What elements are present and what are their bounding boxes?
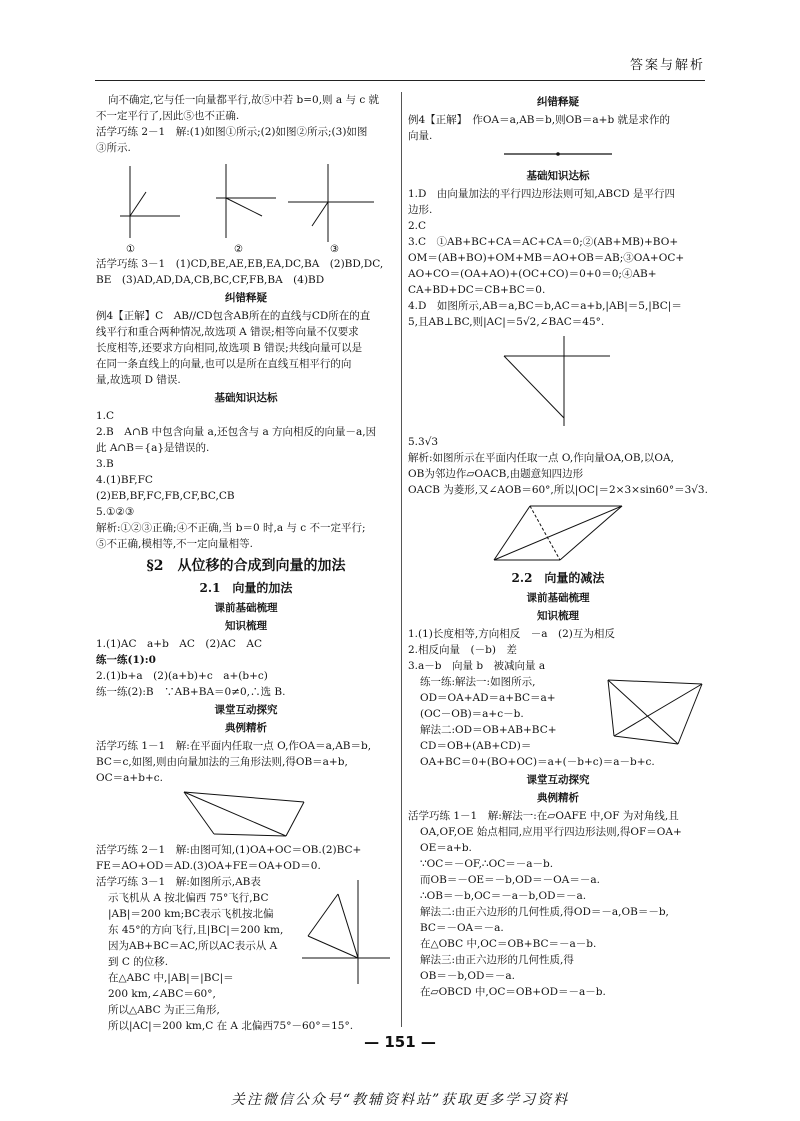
text-line: BE (3)AD,AD,DA,CB,BC,CF,FB,BA (4)BD <box>96 274 325 286</box>
text-line: 所以△ABC 为正三角形, <box>108 1004 220 1016</box>
section-heading: 基础知识达标 <box>526 170 590 182</box>
text-line: |AB|＝200 km;BC表示飞机按北偏 <box>108 908 274 920</box>
figure-label: ② <box>234 244 243 254</box>
text-line: ⑤不正确,模相等,不一定向量相等. <box>96 538 254 550</box>
quadrilateral-figure <box>604 674 708 750</box>
text-line: 3.B <box>96 458 114 470</box>
vector-sum-figure <box>176 788 316 840</box>
text-line: 边形. <box>408 204 433 216</box>
text-line: 2.C <box>408 220 427 232</box>
text-line: 练一练(1):0 <box>96 654 156 666</box>
section-heading: 知识梳理 <box>225 620 267 632</box>
text-line: 3.a－b 向量 b 被减向量 a <box>408 660 546 672</box>
text-line: 活学巧练 1－1 解:解法一:在▱OAFE 中,OF 为对角线,且 <box>408 810 679 822</box>
text-line: OACB 为菱形,又∠AOB＝60°,所以|OC|＝2×3×sin60°＝3√3. <box>408 484 708 496</box>
text-line: 活学巧练 2－1 解:由图可知,(1)OA+OC＝OB.(2)BC+ <box>96 844 362 856</box>
text-line: 所以|AC|＝200 km,C 在 A 北偏西75°－60°＝15°. <box>108 1020 354 1032</box>
text-line: 量,故选项 D 错误. <box>96 374 181 386</box>
text-line: 例4【正解】 作OA＝a,AB＝b,则OB＝a+b 就是求作的 <box>408 114 671 126</box>
figure-label: ① <box>126 244 135 254</box>
text-line: 向量. <box>408 130 433 142</box>
header-title: 答案与解析 <box>629 58 705 73</box>
section-heading: 纠错释疑 <box>537 96 579 108</box>
right-angle-vector-figure <box>498 332 618 432</box>
text-line: 2.B A∩B 中包含向量 a,还包含与 a 方向相反的向量－a,因 <box>96 426 377 438</box>
text-line: BC＝－OA＝－a. <box>420 922 504 934</box>
section-heading: 课堂互动探究 <box>526 774 590 786</box>
text-line: 2.相反向量 (－b) 差 <box>408 644 517 656</box>
page-header <box>95 56 705 81</box>
text-line: 而OB＝－OE＝－b,OD＝－OA＝－a. <box>420 874 600 886</box>
text-line: 解法三:由正六边形的几何性质,得 <box>420 954 574 966</box>
text-line: 练一练:解法一:如图所示, <box>420 676 536 688</box>
text-line: FE＝AO+OD＝AD.(3)OA+FE＝OA+OD＝0. <box>96 860 321 872</box>
subsection-title: 2.1 向量的加法 <box>199 581 293 595</box>
text-line: 例4【正解】C AB//CD包含AB所在的直线与CD所在的直 <box>96 310 371 322</box>
text-line: 解法二:OD＝OB+AB+BC+ <box>420 724 557 736</box>
text-line: OB＝－b,OD＝－a. <box>420 970 516 982</box>
text-line: 在▱OBCD 中,OC＝OB+OD＝－a－b. <box>420 986 606 998</box>
text-line: 5.①②③ <box>96 506 135 518</box>
text-line: 线平行和重合两种情况,故选项 A 错误;相等向量不仅要求 <box>96 326 359 338</box>
text-line: 2.(1)b+a (2)(a+b)+c a+(b+c) <box>96 670 268 682</box>
text-line: 在△ABC 中,|AB|＝|BC|＝ <box>108 972 234 984</box>
text-line: BC＝c,如图,则由向量加法的三角形法则,得OB＝a+b, <box>96 756 348 768</box>
text-line: 3.C ①AB+BC+CA＝AC+CA＝0;②(AB+MB)+BO+ <box>408 236 679 248</box>
text-line: 在△OBC 中,OC＝OB+BC＝－a－b. <box>420 938 597 950</box>
text-line: OB为邻边作▱OACB,由题意知四边形 <box>408 468 584 480</box>
text-line: 活学巧练 3－1 (1)CD,BE,AE,EB,EA,DC,BA (2)BD,DC, <box>96 258 384 270</box>
section-heading: 纠错释疑 <box>225 292 267 304</box>
text-line: 4.D 如图所示,AB＝a,BC＝b,AC＝a+b,|AB|＝5,|BC|＝ <box>408 300 682 312</box>
text-line: 5,且AB⊥BC,则|AC|＝5√2,∠BAC＝45°. <box>408 316 605 328</box>
text-line: OM＝(AB+BO)+OM+MB＝AO+OB＝AB;③OA+OC+ <box>408 252 685 264</box>
text-line: 向不确定,它与任一向量都平行,故⑤中若 b=0,则 a 与 c 就 <box>108 94 380 106</box>
text-line: OE＝a+b. <box>420 842 472 854</box>
flight-figure <box>292 874 396 994</box>
text-line: 4.(1)BF,FC <box>96 474 153 486</box>
text-line: (2)EB,BF,FC,FB,CF,BC,CB <box>96 490 235 502</box>
text-line: ∴OB＝－b,OC＝－a－b,OD＝－a. <box>420 890 587 902</box>
text-line: ③所示. <box>96 142 131 154</box>
text-line: 1.D 由向量加法的平行四边形法则可知,ABCD 是平行四 <box>408 188 676 200</box>
text-line: 在同一条直线上的向量,也可以是所在直线互相平行的向 <box>96 358 352 370</box>
text-line: CA+BD+DC＝CB+BC＝0. <box>408 284 546 296</box>
page-number: — 151 — <box>364 1033 436 1051</box>
text-line: OA,OF,OE 始点相同,应用平行四边形法则,得OF＝OA+ <box>420 826 682 838</box>
subsection-title: 2.2 向量的减法 <box>511 571 605 585</box>
chapter-title: §2 从位移的合成到向量的加法 <box>146 558 346 574</box>
column-divider <box>401 92 402 1027</box>
text-line: 因为AB+BC＝AC,所以AC表示从 A <box>108 940 278 952</box>
text-line: 5.3√3 <box>408 436 439 448</box>
text-line: 1.C <box>96 410 115 422</box>
text-line: 解析:如图所示在平面内任取一点 O,作向量OA,OB,以OA, <box>408 452 674 464</box>
text-line: CD＝OB+(AB+CD)＝ <box>420 740 532 752</box>
right-column <box>408 92 708 1000</box>
text-line: 解析:①②③正确;④不正确,当 b＝0 时,a 与 c 不一定平行; <box>96 522 366 534</box>
text-line: 到 C 的位移. <box>108 956 169 968</box>
coordinate-figures <box>116 158 376 254</box>
text-line: (OC－OB)＝a+c－b. <box>420 708 524 720</box>
text-line: 200 km,∠ABC＝60°, <box>108 988 216 1000</box>
figure-label: ③ <box>330 244 339 254</box>
text-line: 长度相等,还要求方向相同,故选项 B 错误;共线向量可以是 <box>96 342 363 354</box>
text-line: 不一定平行了,因此⑤也不正确. <box>96 110 240 122</box>
section-heading: 课堂互动探究 <box>214 704 278 716</box>
text-line: OC＝a+b+c. <box>96 772 163 784</box>
text-line: 东 45°的方向飞行,且|BC|＝200 km, <box>108 924 284 936</box>
text-line: 1.(1)长度相等,方向相反 －a (2)互为相反 <box>408 628 615 640</box>
section-heading: 课前基础梳理 <box>526 592 590 604</box>
text-line: 示飞机从 A 按北偏西 75°飞行,BC <box>108 892 269 904</box>
page-number-value: 151 <box>384 1033 416 1051</box>
text-line: ∵OC＝－OF,∴OC＝－a－b. <box>420 858 554 870</box>
text-line: 活学巧练 1－1 解:在平面内任取一点 O,作OA＝a,AB＝b, <box>96 740 372 752</box>
section-heading: 课前基础梳理 <box>214 602 278 614</box>
section-heading: 知识梳理 <box>537 610 579 622</box>
text-line: 活学巧练 2－1 解:(1)如图①所示;(2)如图②所示;(3)如图 <box>96 126 368 138</box>
collinear-vector-figure <box>498 146 618 166</box>
subtraction-practice <box>408 674 708 754</box>
text-line: AO+CO＝(OA+AO)+(OC+CO)＝0+0＝0;④AB+ <box>408 268 657 280</box>
text-line: OD＝OA+AD＝a+BC＝a+ <box>420 692 556 704</box>
text-line: 此 A∩B＝{a}是错误的. <box>96 442 210 454</box>
rhombus-figure <box>488 500 628 566</box>
section-heading: 基础知识达标 <box>214 392 278 404</box>
text-line: 练一练(2):B ∵AB+BA＝0≠0,∴选 B. <box>96 686 286 698</box>
footer-note: 关注微信公众号“教辅资料站”获取更多学习资料 <box>230 1092 570 1108</box>
text-line: 活学巧练 3－1 解:如图所示,AB表 <box>96 876 261 888</box>
flight-problem <box>96 874 396 1018</box>
section-heading: 典例精析 <box>225 722 267 734</box>
left-column <box>96 92 396 1034</box>
section-heading: 典例精析 <box>537 792 579 804</box>
text-line: OA+BC＝0+(BO+OC)＝a+(－b+c)＝a－b+c. <box>420 756 655 768</box>
text-line: 1.(1)AC a+b AC (2)AC AC <box>96 638 263 650</box>
text-line: 解法二:由正六边形的几何性质,得OD＝－a,OB＝－b, <box>420 906 669 918</box>
